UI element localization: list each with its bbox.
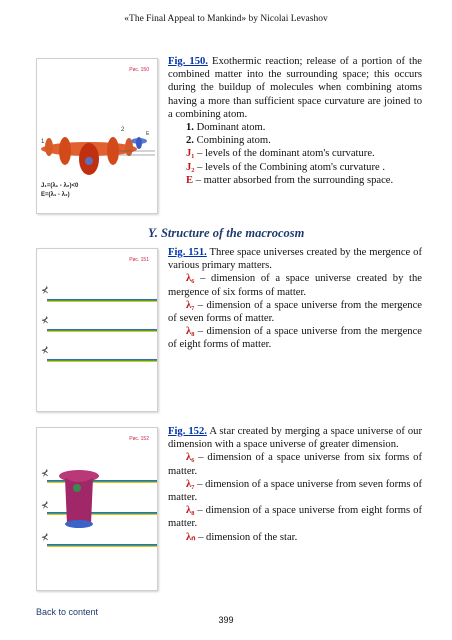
fig-151-link[interactable]: Fig. 151. <box>168 247 207 258</box>
caption-150-item-3: J₁ – levels of the dominant atom's curvature. <box>186 148 375 160</box>
dominant-atom <box>41 137 137 175</box>
atoms-illustration <box>37 59 157 213</box>
caption-150-item-2: 2. Combining atom. <box>186 135 271 147</box>
caption-151-item-1: λ₆ – dimension of a space universe created by the mergence of six forms of matter. <box>168 273 422 298</box>
svg-text:2: 2 <box>121 127 125 133</box>
figure-152-image: Рис. 152 ⊀ ⊀ ⊀ <box>36 427 158 591</box>
caption-150-body: Fig. 150. Exothermic reaction; release of a portion of the combined matter into the surrounding space; this occurs during the buildup of molecules when combining atoms having a more than sufficient space curvature are joined to a combining atom. <box>168 56 422 120</box>
figure-151-image: Рис. 151 ⊀ ⊀ ⊀ <box>36 248 158 412</box>
caption-150-item-5: E – matter absorbed from the surrounding space. <box>186 174 394 186</box>
figure-152-tag: Рис. 152 <box>129 436 149 442</box>
caption-fig-152 <box>168 425 422 544</box>
fig-150-link[interactable]: Fig. 150. <box>168 56 208 67</box>
caption-152-item-2: λ₇ – dimension of a space universe from seven forms of matter. <box>168 478 422 504</box>
page-header: «The Final Appeal to Mankind» by Nicolai Levashov <box>124 14 328 24</box>
caption-150-item-1: 1. Dominant atom. <box>186 122 266 134</box>
formula-1: J₁=(λ₁ - λ₂)<0 <box>41 183 79 189</box>
caption-152-item-4: λₙ – dimension of the star. <box>186 531 298 543</box>
page-number: 399 <box>218 615 234 625</box>
section-title: Y. Structure of the macrocosm <box>148 226 305 240</box>
figure-151-tag: Рис. 151 <box>129 257 149 263</box>
figure-150-tag: Рис. 150 <box>129 67 149 73</box>
back-to-content-link[interactable]: Back to content <box>36 607 99 617</box>
svg-text:E: E <box>146 131 150 137</box>
svg-text:1: 1 <box>41 139 45 145</box>
caption-150-item-4: J₂ – levels of the Combining atom's curvature . <box>186 161 385 173</box>
caption-fig-151 <box>168 246 422 352</box>
caption-152-item-3: λ₈ – dimension of a space universe from eight forms of matter. <box>168 505 422 530</box>
caption-152-item-1: λ₆ – dimension of a space universe from six forms of matter. <box>168 452 422 477</box>
fig-152-link[interactable]: Fig. 152. <box>168 426 207 437</box>
caption-151-body: Fig. 151. Three space universes created by the mergence of various primary matters. <box>168 247 422 272</box>
caption-fig-150 <box>168 55 422 187</box>
figure-150-image <box>36 58 158 214</box>
caption-152-body: Fig. 152. A star created by merging a space universe of our dimension with a space universe of greater dimension. <box>168 426 422 451</box>
caption-151-item-3: λ₈ – dimension of a space universe from the mergence of eight forms of matter. <box>168 326 422 351</box>
caption-151-item-2: λ₇ – dimension of a space universe from the mergence of seven forms of matter. <box>168 299 422 325</box>
formula-2: E=(λ₁ - λ₂) <box>41 192 70 198</box>
star-illustration <box>37 428 157 590</box>
